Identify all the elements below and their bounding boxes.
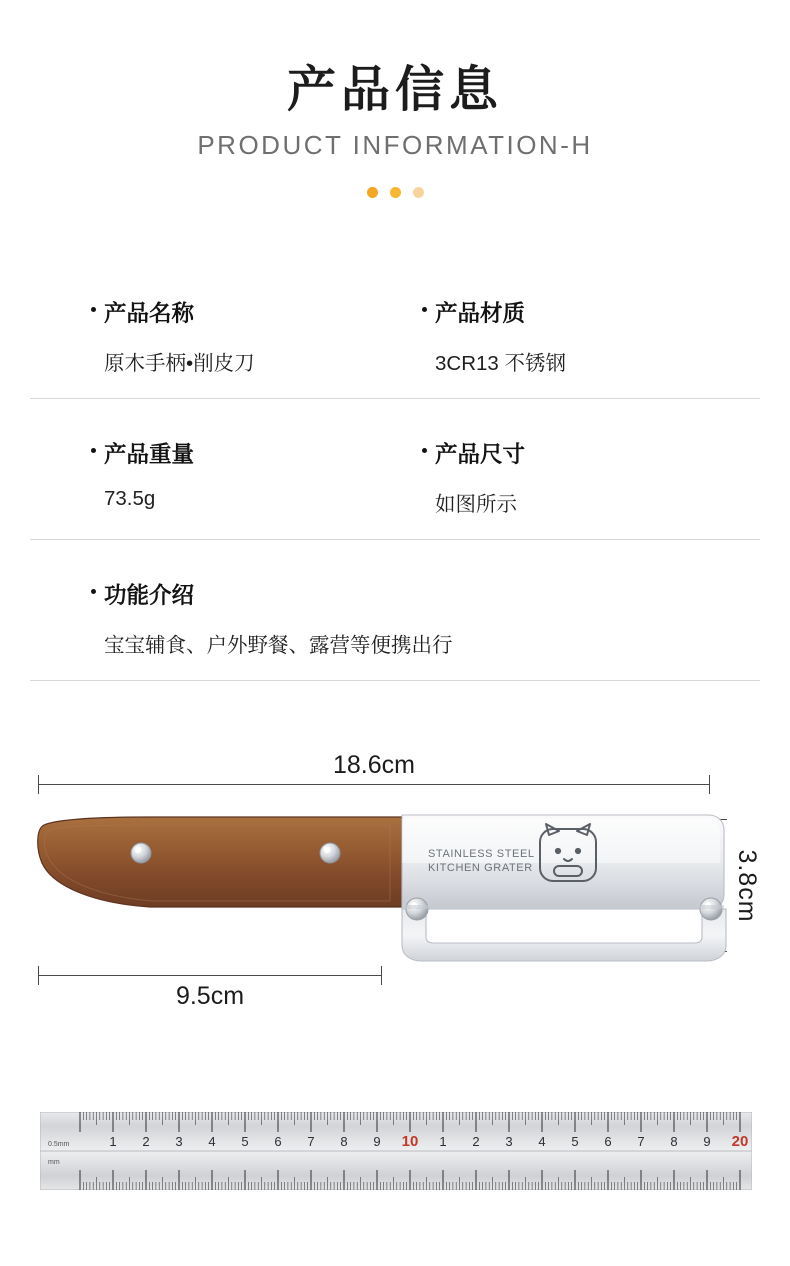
svg-text:6: 6 [604, 1134, 612, 1149]
svg-text:10: 10 [401, 1133, 419, 1150]
svg-text:9: 9 [373, 1134, 381, 1149]
spec-label: 功能介绍 [104, 578, 760, 610]
spec-cell-function [30, 578, 760, 658]
reference-ruler [40, 1112, 752, 1190]
dimension-line [38, 975, 382, 976]
spec-table [30, 296, 760, 681]
spec-value: 如图所示 [435, 493, 517, 517]
svg-text:5: 5 [241, 1134, 249, 1149]
blade-text-line1: STAINLESS STEEL [428, 848, 535, 861]
dimension-total-length [38, 751, 710, 789]
svg-text:9: 9 [703, 1134, 711, 1149]
dimension-line [38, 784, 710, 785]
handle-rivet [131, 843, 151, 863]
svg-text:3: 3 [175, 1134, 183, 1149]
svg-text:20: 20 [731, 1133, 749, 1150]
svg-text:4: 4 [538, 1134, 546, 1149]
spec-value: 73.5g [104, 487, 156, 511]
svg-text:1: 1 [439, 1134, 447, 1149]
knife-illustration [30, 805, 760, 970]
svg-text:1: 1 [109, 1134, 117, 1149]
spec-value: 宝宝辅食、户外野餐、露营等便携出行 [104, 634, 453, 658]
spec-row [30, 399, 760, 540]
svg-text:8: 8 [670, 1134, 678, 1149]
svg-text:7: 7 [307, 1134, 315, 1149]
spec-label: 产品重量 [104, 437, 395, 469]
svg-text:5: 5 [571, 1134, 579, 1149]
dimension-handle-length-label: 9.5cm [175, 982, 245, 1011]
knife-handle [38, 817, 402, 907]
spec-cell-product-name [30, 296, 395, 376]
product-diagram [0, 733, 790, 1033]
svg-text:0.5mm: 0.5mm [48, 1141, 70, 1148]
page-title: 产品信息 [286, 63, 503, 117]
peeler-frame [402, 909, 726, 961]
svg-text:2: 2 [472, 1134, 480, 1149]
page-subtitle: PRODUCT INFORMATION-H [197, 130, 593, 161]
blade-text-line2: KITCHEN GRATER [428, 862, 533, 875]
spec-row [30, 540, 760, 681]
spec-cell-material [395, 296, 760, 376]
handle-rivet [320, 843, 340, 863]
svg-text:7: 7 [637, 1134, 645, 1149]
spec-value: 3CR13 不锈钢 [435, 352, 567, 376]
dot-1-icon [367, 187, 378, 198]
dot-2-icon [390, 187, 401, 198]
spec-cell-weight [30, 437, 395, 517]
dot-3-icon [413, 187, 424, 198]
dimension-tick-left [38, 775, 39, 794]
svg-text:6: 6 [274, 1134, 282, 1149]
svg-text:3: 3 [505, 1134, 513, 1149]
svg-text:8: 8 [340, 1134, 348, 1149]
page-header [0, 0, 790, 198]
decorative-dots [0, 187, 790, 198]
spec-label: 产品名称 [104, 296, 395, 328]
dimension-tick-right [709, 775, 710, 794]
svg-text:4: 4 [208, 1134, 216, 1149]
spec-label: 产品尺寸 [435, 437, 760, 469]
spec-row [30, 296, 760, 399]
spec-label: 产品材质 [435, 296, 760, 328]
dimension-blade-height-label: 3.8cm [733, 849, 761, 923]
svg-text:mm: mm [48, 1159, 60, 1166]
dimension-total-length-label: 18.6cm [333, 751, 415, 780]
svg-text:2: 2 [142, 1134, 150, 1149]
spec-cell-size [395, 437, 760, 517]
spec-value: 原木手柄•削皮刀 [104, 352, 255, 376]
